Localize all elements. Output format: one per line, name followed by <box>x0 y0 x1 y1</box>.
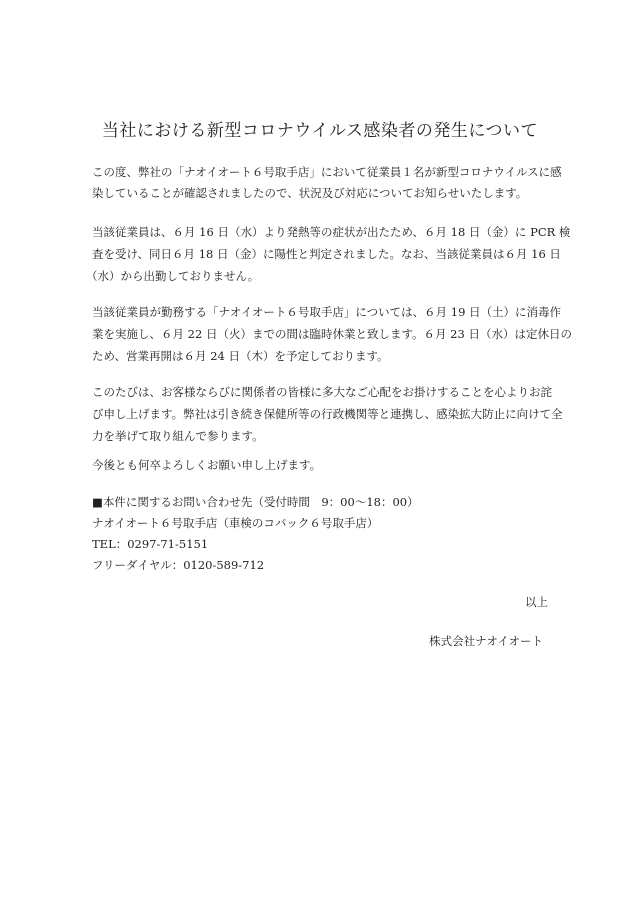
contact-tel: TEL：0297-71-5151 <box>92 537 209 551</box>
contact-heading: ■本件に関するお問い合わせ先（受付時間 9：00～18：00） <box>92 495 419 509</box>
paragraph-4-line-3: 力を挙げて取り組んで参ります。 <box>92 429 264 443</box>
document-title: 当社における新型コロナウイルス感染者の発生について <box>101 121 539 141</box>
company-name: 株式会社ナオイオート <box>429 634 543 648</box>
contact-free-dial: フリーダイヤル：0120-589-712 <box>92 558 265 572</box>
paragraph-3-line-3: ため、営業再開は６月 24 日（木）を予定しております。 <box>92 349 389 363</box>
paragraph-5-line-1: 今後とも何卒よろしくお願い申し上げます。 <box>92 458 322 472</box>
paragraph-2-line-2: 査を受け、同日６月 18 日（金）に陽性と判定されました。なお、当該従業員は６月 16 日 <box>92 247 561 261</box>
paragraph-3-line-2: 業を実施し、６月 22 日（火）までの間は臨時休業と致します。６月 23 日（水）は定休日の <box>92 327 572 341</box>
paragraph-3-line-1: 当該従業員が勤務する「ナオイオート６号取手店」については、６月 19 日（土）に消毒作 <box>92 305 562 319</box>
paragraph-2-line-3: （水）から出勤しておりません。 <box>86 269 260 283</box>
closing-text: 以上 <box>525 595 548 609</box>
contact-store: ナオイオート６号取手店（車検のコバック６号取手店） <box>92 516 379 530</box>
paragraph-2-line-1: 当該従業員は、６月 16 日（水）より発熱等の症状が出たため、６月 18 日（金）に PCR 検 <box>92 225 571 239</box>
paragraph-1-line-2: 染していることが確認されましたので、状況及び対応についてお知らせいたします。 <box>92 186 528 200</box>
paragraph-4-line-2: び申し上げます。弊社は引き続き保健所等の行政機関等と連携し、感染拡大防止に向けて全 <box>92 407 563 421</box>
paragraph-4-line-1: このたびは、お客様ならびに関係者の皆様に多大なご心配をお掛けすることを心よりお詫 <box>92 385 552 399</box>
paragraph-1-line-1: この度、弊社の「ナオイオート６号取手店」において従業員１名が新型コロナウイルスに感 <box>92 165 562 179</box>
